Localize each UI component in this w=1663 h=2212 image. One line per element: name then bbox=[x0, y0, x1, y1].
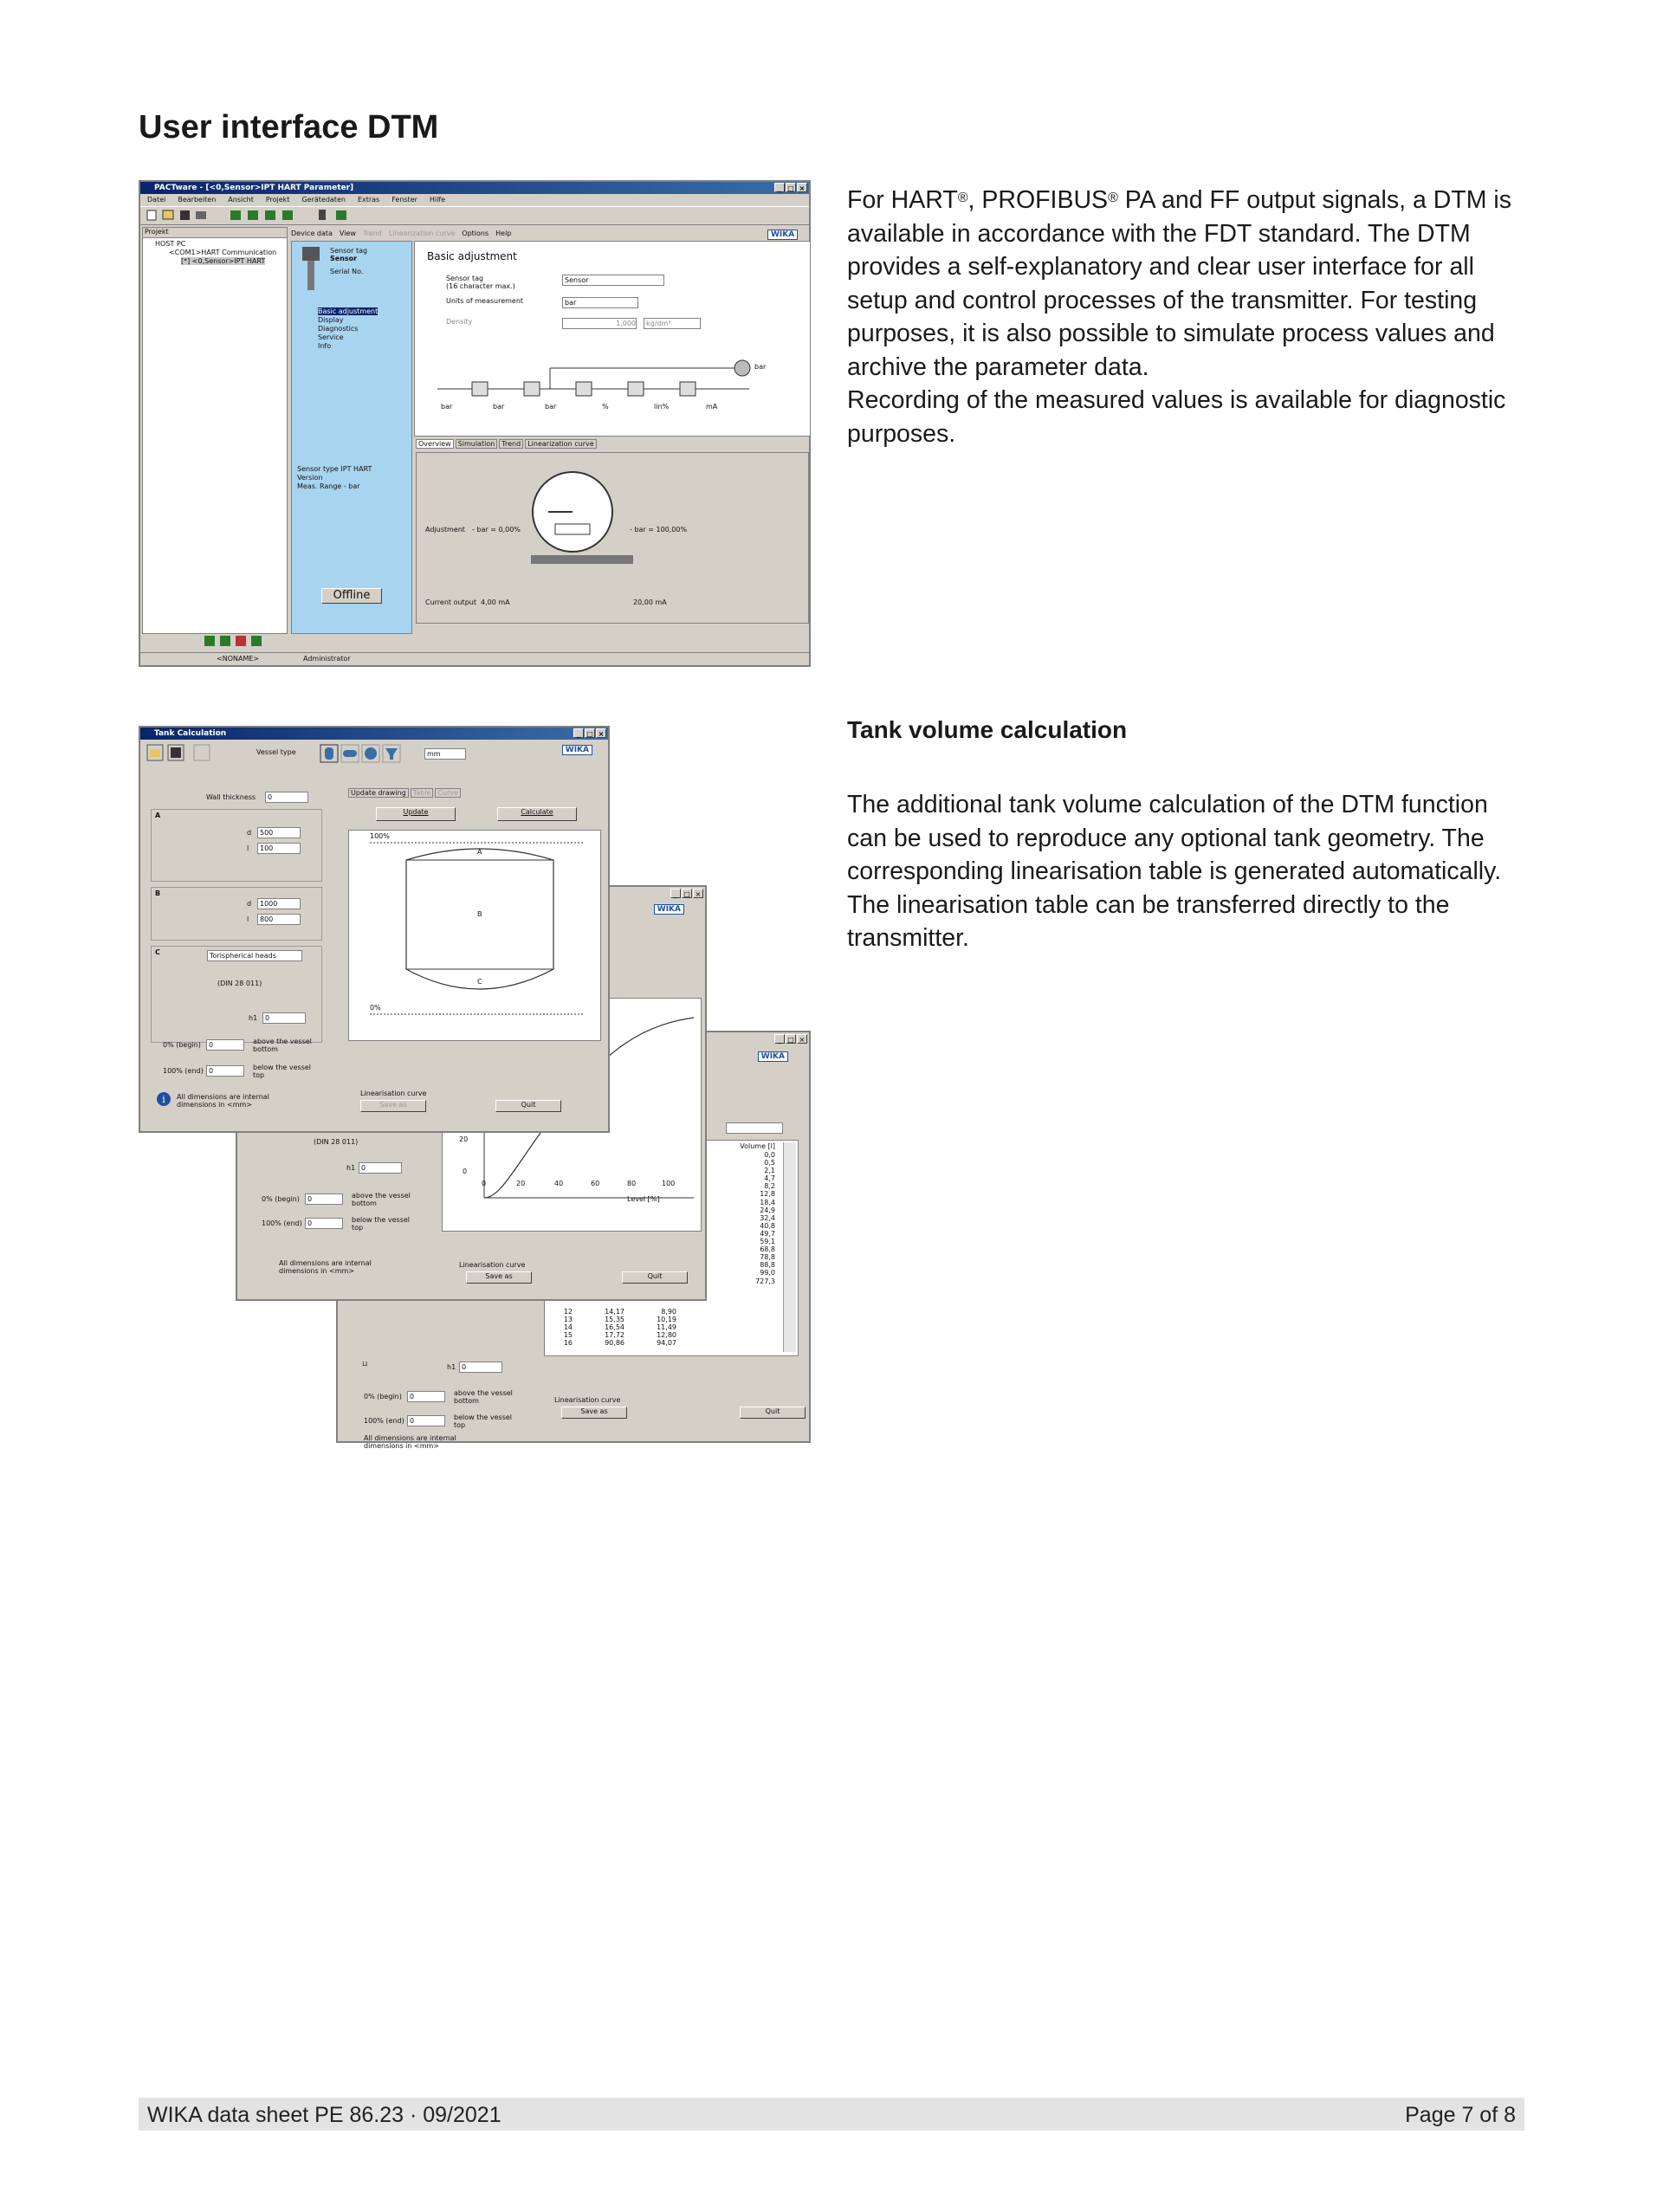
adjustment-low: - bar = 0,00% bbox=[472, 526, 521, 534]
tank-calculation-window bbox=[139, 726, 610, 1133]
wall-thickness-input[interactable]: 0 bbox=[265, 792, 308, 803]
end-label: 100% (end) bbox=[163, 1067, 204, 1075]
pactware-titlebar bbox=[140, 182, 809, 194]
unit-select[interactable]: mm bbox=[424, 748, 466, 760]
volume-cell: 49,7 bbox=[760, 1229, 775, 1238]
begin-label: 0% (begin) bbox=[163, 1041, 201, 1049]
h1-input[interactable]: 0 bbox=[262, 1012, 306, 1024]
h1-input[interactable]: 0 bbox=[359, 1162, 402, 1174]
head-type-select[interactable]: Torispherical heads bbox=[207, 950, 302, 961]
volume-cell: 2,1 bbox=[764, 1167, 775, 1175]
pactware-toolbar bbox=[140, 206, 809, 225]
intro-text-c: PA and FF output signals, a DTM bbox=[1117, 186, 1487, 214]
table-row bbox=[552, 1316, 760, 1323]
begin-desc: above the vessel bottom bbox=[352, 1192, 411, 1207]
volume-cell: 78,8 bbox=[760, 1253, 775, 1262]
menu-geraetedaten[interactable]: Gerätedaten bbox=[301, 196, 346, 204]
menu-ansicht[interactable]: Ansicht bbox=[228, 196, 254, 204]
begin-desc: above the vessel bottom bbox=[454, 1389, 513, 1405]
sensor-tag-label: Sensor tag bbox=[330, 247, 368, 255]
volume-cell: 12,8 bbox=[760, 1190, 775, 1199]
save-as-button[interactable]: Save as bbox=[561, 1407, 627, 1419]
tab-simulation[interactable]: Simulation bbox=[456, 439, 498, 449]
status-user: Administrator bbox=[303, 655, 351, 663]
table-cell: 16,54 bbox=[605, 1323, 624, 1332]
drawing-a-label: A bbox=[477, 848, 482, 856]
volume-cell: 40,8 bbox=[760, 1221, 775, 1230]
section-a-box: A d 500 l 100 bbox=[151, 809, 322, 882]
current-output-high: 20,00 mA bbox=[633, 598, 667, 606]
h1-label: h1 bbox=[346, 1164, 356, 1172]
field-sensor-tag-label: Sensor tag bbox=[446, 275, 484, 282]
begin-label: 0% (begin) bbox=[364, 1393, 402, 1400]
nav-display[interactable]: Display bbox=[318, 316, 344, 324]
field-density-label: Density bbox=[446, 318, 473, 326]
pactware-title: PACTware - [<0,Sensor>IPT HART Parameter] bbox=[154, 184, 354, 192]
wika-logo: WIKA bbox=[654, 904, 684, 915]
meas-range: Meas. Range - bar bbox=[297, 482, 360, 490]
reg-mark: ® bbox=[1108, 191, 1118, 205]
x-tick-0: 0 bbox=[482, 1180, 487, 1187]
menu-bearbeiten[interactable]: Bearbeiten bbox=[178, 196, 217, 204]
info-icon bbox=[156, 1091, 171, 1107]
intro-recording: Recording of the measured values is available for diagnostic purposes. bbox=[847, 386, 1506, 448]
a-d-input[interactable]: 500 bbox=[257, 827, 301, 838]
toolbar-icons[interactable] bbox=[140, 207, 366, 223]
maximize-icon[interactable]: □ bbox=[682, 889, 692, 898]
lin-curve-label: Linearisation curve bbox=[459, 1261, 526, 1269]
wall-thickness-label: Wall thickness bbox=[206, 793, 256, 801]
x-tick-60: 60 bbox=[591, 1180, 600, 1187]
vessel-shape-icons: ⊔ bbox=[362, 1360, 368, 1368]
current-output-label: Current output bbox=[425, 598, 476, 606]
volume-cell: 32,4 bbox=[760, 1213, 775, 1222]
chain-label-2: bar bbox=[493, 403, 505, 411]
end-input[interactable]: 0 bbox=[206, 1065, 244, 1077]
section-c-label: C bbox=[155, 948, 160, 956]
calculate-button[interactable]: Calculate bbox=[497, 807, 577, 821]
offline-button[interactable]: Offline bbox=[321, 588, 382, 604]
drawing-0-label: 0% bbox=[370, 1004, 381, 1012]
chain-label-5: lin% bbox=[654, 403, 670, 411]
tab-trend[interactable]: Trend bbox=[499, 439, 523, 449]
chain-label-4: % bbox=[602, 403, 609, 411]
menu-datei[interactable]: Datei bbox=[147, 196, 166, 204]
pactware-menubar bbox=[140, 194, 809, 206]
chain-label-3: bar bbox=[545, 403, 557, 411]
x-tick-40: 40 bbox=[554, 1180, 564, 1187]
table-cell: 16 bbox=[563, 1339, 573, 1348]
h1-input[interactable]: 0 bbox=[459, 1361, 502, 1373]
dimensions-note: All dimensions are internal dimensions in <mm> bbox=[279, 1259, 372, 1275]
nav-info[interactable]: Info bbox=[318, 342, 332, 350]
tab-update-drawing[interactable]: Update drawing bbox=[348, 788, 409, 798]
quit-button[interactable]: Quit bbox=[622, 1271, 688, 1284]
table-cell: 15,35 bbox=[605, 1316, 624, 1324]
end-desc: below the vessel top bbox=[352, 1216, 411, 1232]
b-d-input[interactable]: 1000 bbox=[257, 898, 301, 909]
maximize-icon[interactable]: □ bbox=[786, 183, 796, 192]
volume-cell: 0,5 bbox=[764, 1159, 775, 1167]
close-icon[interactable]: × bbox=[797, 183, 807, 192]
table-cell: 11,49 bbox=[657, 1323, 676, 1332]
y-tick-0: 0 bbox=[463, 1167, 468, 1175]
tank-title: Tank Calculation bbox=[154, 729, 227, 738]
table-rows bbox=[552, 1308, 760, 1347]
tank-titlebar bbox=[140, 728, 608, 740]
din-label: (DIN 28 011) bbox=[314, 1138, 359, 1146]
close-icon[interactable]: × bbox=[797, 1034, 807, 1044]
menu-hilfe[interactable]: Hilfe bbox=[429, 196, 446, 204]
begin-label: 0% (begin) bbox=[262, 1195, 300, 1203]
begin-input[interactable]: 0 bbox=[305, 1193, 343, 1205]
table-cell: 14,17 bbox=[605, 1308, 624, 1316]
a-l-input[interactable]: 100 bbox=[257, 843, 301, 854]
begin-input[interactable]: 0 bbox=[407, 1391, 445, 1402]
volume-cell: 88,8 bbox=[760, 1261, 775, 1270]
panel-title: Basic adjustment bbox=[427, 250, 517, 262]
begin-desc: above the vessel bottom bbox=[253, 1038, 312, 1053]
tab-overview[interactable]: Overview bbox=[416, 439, 454, 449]
lin-curve-label: Linearisation curve bbox=[360, 1090, 427, 1097]
table-row bbox=[552, 1331, 760, 1339]
parameter-panel bbox=[414, 241, 811, 437]
volume-cell: 59,1 bbox=[760, 1238, 775, 1246]
nav-diagnostics[interactable]: Diagnostics bbox=[318, 325, 359, 333]
table-scrollbar[interactable] bbox=[783, 1142, 796, 1352]
sensor-tag-value: Sensor bbox=[330, 255, 358, 262]
end-input[interactable]: 0 bbox=[407, 1415, 445, 1426]
menu-view[interactable]: View bbox=[339, 230, 356, 237]
volume-cell: 0,0 bbox=[764, 1151, 775, 1159]
y-tick-20: 20 bbox=[459, 1135, 469, 1143]
end-label: 100% (end) bbox=[262, 1219, 302, 1227]
save-as-button[interactable]: Save as bbox=[466, 1271, 532, 1284]
minimize-icon[interactable]: _ bbox=[774, 1034, 785, 1044]
table-cell: 10,19 bbox=[657, 1316, 676, 1324]
unit-select[interactable] bbox=[726, 1122, 783, 1134]
save-as-button[interactable]: Save as bbox=[360, 1100, 426, 1112]
menu-linearization[interactable]: Linearization curve bbox=[388, 230, 456, 237]
drawing-tabs bbox=[348, 788, 461, 798]
volume-cell: 18,4 bbox=[760, 1198, 775, 1206]
tab-linearization[interactable]: Linearization curve bbox=[525, 439, 596, 449]
section-a-label: A bbox=[155, 812, 161, 819]
table-cell: 15 bbox=[563, 1331, 573, 1340]
nav-basic-adjustment[interactable]: Basic adjustment bbox=[318, 307, 379, 315]
signal-chain-diagram bbox=[437, 358, 767, 410]
table-row bbox=[552, 1323, 760, 1331]
tank-drawing-panel bbox=[348, 830, 601, 1041]
intro-body: is available in accordance with the FDT standard. The DTM provides a self-explanatory and clear user interface for all setup and control processes of the transmitter. For testing purposes, it is also possible to simulate process values and archive the parameter data. bbox=[847, 186, 1511, 381]
table-cell: 17,72 bbox=[605, 1331, 624, 1340]
dimensions-note: All dimensions are internal dimensions in <mm> bbox=[364, 1434, 456, 1450]
menu-projekt[interactable]: Projekt bbox=[265, 196, 290, 204]
x-axis-label: Level [%] bbox=[627, 1195, 660, 1203]
table-cell: 14 bbox=[563, 1323, 573, 1332]
density-unit-select[interactable]: kg/dm³ bbox=[644, 318, 701, 329]
sensor-device-icon bbox=[295, 245, 325, 294]
volume-cell: 8,2 bbox=[764, 1182, 775, 1191]
h1-label: h1 bbox=[249, 1014, 258, 1022]
tank-section-body: The additional tank volume calculation of the DTM function can be used to reproduce any optional tank geometry. The corresponding linearisation table is generated automatically. The linearisation table can be transferred directly to the transmitter. bbox=[847, 791, 1502, 952]
menu-device-data[interactable]: Device data bbox=[291, 230, 333, 237]
x-tick-80: 80 bbox=[627, 1180, 637, 1187]
tree-host-pc[interactable]: HOST PC bbox=[155, 240, 186, 248]
minimize-icon[interactable]: _ bbox=[670, 889, 681, 898]
table-cell: 8,90 bbox=[661, 1308, 676, 1316]
page-heading: User interface DTM bbox=[139, 109, 439, 146]
device-nav-panel bbox=[291, 241, 412, 634]
table-cell: 90,86 bbox=[605, 1339, 624, 1348]
gauge-dial bbox=[531, 469, 635, 566]
b-l-input[interactable]: 800 bbox=[257, 914, 301, 925]
chain-label-6: mA bbox=[706, 403, 718, 411]
wika-logo: WIKA bbox=[758, 1051, 788, 1062]
x-tick-20: 20 bbox=[516, 1180, 526, 1187]
minimize-icon[interactable]: _ bbox=[774, 183, 785, 192]
tank-toolbar-icons[interactable] bbox=[146, 743, 215, 762]
intro-text-b: , PROFIBUS bbox=[967, 186, 1109, 214]
tank-drawing bbox=[349, 831, 600, 1040]
tree-sensor[interactable]: [*] <0,Sensor>IPT HART bbox=[181, 257, 266, 265]
intro-text-a: For HART bbox=[847, 186, 958, 214]
maximize-icon[interactable]: □ bbox=[585, 728, 595, 738]
adjustment-label: Adjustment bbox=[425, 526, 465, 534]
drawing-100-label: 100% bbox=[370, 832, 390, 840]
units-select[interactable]: bar bbox=[562, 297, 638, 308]
serial-label: Serial No. bbox=[330, 268, 364, 275]
device-menu bbox=[291, 230, 511, 237]
status-bar bbox=[140, 652, 809, 665]
volume-cell: 68,8 bbox=[760, 1245, 775, 1254]
section-b-label: B bbox=[155, 889, 161, 897]
volume-cell: 24,9 bbox=[760, 1206, 775, 1214]
chain-out-label: bar bbox=[754, 363, 767, 371]
close-icon[interactable]: × bbox=[693, 889, 703, 898]
close-icon[interactable]: × bbox=[596, 728, 606, 738]
tab-table[interactable]: Table bbox=[411, 788, 434, 798]
menu-fenster[interactable]: Fenster bbox=[391, 196, 417, 204]
menu-trend[interactable]: Trend bbox=[362, 230, 382, 237]
volume-cell: 727,3 bbox=[755, 1277, 775, 1285]
field-units-label: Units of measurement bbox=[446, 297, 524, 305]
overview-panel bbox=[416, 452, 809, 624]
intro-paragraph bbox=[847, 184, 1523, 450]
drawing-b-label: B bbox=[477, 910, 482, 918]
h1-label: h1 bbox=[447, 1363, 456, 1371]
sensor-type: Sensor type IPT HART bbox=[297, 465, 372, 473]
wika-logo: WIKA bbox=[562, 745, 592, 755]
section-b-box: B d 1000 l 800 bbox=[151, 887, 322, 941]
reg-mark: ® bbox=[957, 191, 968, 205]
table-cell: 12 bbox=[563, 1308, 573, 1316]
project-tree-panel bbox=[142, 227, 288, 634]
din-label: (DIN 28 011) bbox=[217, 980, 262, 987]
menu-options[interactable]: Options bbox=[462, 230, 489, 237]
pactware-window bbox=[139, 180, 811, 667]
drawing-c-label: C bbox=[477, 978, 482, 986]
volume-header: Volume [l] bbox=[740, 1142, 775, 1150]
quit-button[interactable]: Quit bbox=[740, 1407, 806, 1419]
project-panel-header: Projekt bbox=[143, 228, 287, 238]
sensor-tag-input[interactable]: Sensor bbox=[562, 275, 664, 286]
adjustment-high: - bar = 100,00% bbox=[630, 526, 688, 534]
table-row bbox=[552, 1339, 760, 1347]
status-noname: <NONAME> bbox=[217, 655, 260, 663]
table-cell: 94,07 bbox=[657, 1339, 676, 1348]
end-desc: below the vessel top bbox=[253, 1064, 312, 1079]
x-tick-100: 100 bbox=[662, 1180, 676, 1187]
quit-button[interactable]: Quit bbox=[495, 1100, 561, 1112]
sensor-version: Version bbox=[297, 474, 323, 482]
table-cell: 12,80 bbox=[657, 1331, 676, 1340]
minimize-icon[interactable]: _ bbox=[573, 728, 584, 738]
density-input[interactable]: 1,000 bbox=[562, 318, 637, 329]
footer-left: WIKA data sheet PE 86.23 · 09/2021 bbox=[147, 2103, 501, 2127]
current-output-low: 4,00 mA bbox=[481, 598, 510, 606]
volume-column bbox=[755, 1151, 775, 1285]
menu-help[interactable]: Help bbox=[495, 230, 512, 237]
volume-cell: 99,0 bbox=[760, 1269, 775, 1277]
lin-curve-label: Linearisation curve bbox=[554, 1396, 621, 1404]
maximize-icon[interactable]: □ bbox=[786, 1034, 796, 1044]
dimensions-note: All dimensions are internal dimensions in <mm> bbox=[177, 1093, 269, 1109]
chain-label-1: bar bbox=[441, 403, 453, 411]
footer-page: Page 7 of 8 bbox=[1405, 2103, 1516, 2127]
update-button[interactable]: Update bbox=[376, 807, 456, 821]
section-c-box bbox=[151, 946, 322, 1043]
status-icons[interactable] bbox=[201, 634, 279, 648]
tree-hart-comm[interactable]: <COM1>HART Communication bbox=[169, 249, 277, 256]
page-footer bbox=[139, 2098, 1524, 2131]
menu-extras[interactable]: Extras bbox=[357, 196, 380, 204]
tank-section-title: Tank volume calculation bbox=[847, 716, 1128, 743]
table-cell: 13 bbox=[563, 1316, 573, 1324]
end-desc: below the vessel top bbox=[454, 1413, 513, 1429]
vessel-type-label: Vessel type bbox=[256, 748, 296, 756]
begin-input[interactable]: 0 bbox=[206, 1039, 244, 1051]
volume-cell: 4,7 bbox=[764, 1174, 775, 1183]
wika-logo: WIKA bbox=[767, 230, 798, 240]
vessel-type-buttons[interactable] bbox=[319, 743, 423, 764]
overview-tabs bbox=[416, 439, 597, 449]
field-sensor-tag-hint: (16 character max.) bbox=[446, 282, 515, 290]
table-row bbox=[552, 1308, 760, 1316]
end-input[interactable]: 0 bbox=[305, 1218, 343, 1229]
nav-service[interactable]: Service bbox=[318, 333, 344, 341]
end-label: 100% (end) bbox=[364, 1417, 404, 1425]
svg-text:i: i bbox=[162, 1094, 165, 1105]
tab-curve[interactable]: Curve bbox=[435, 788, 461, 798]
